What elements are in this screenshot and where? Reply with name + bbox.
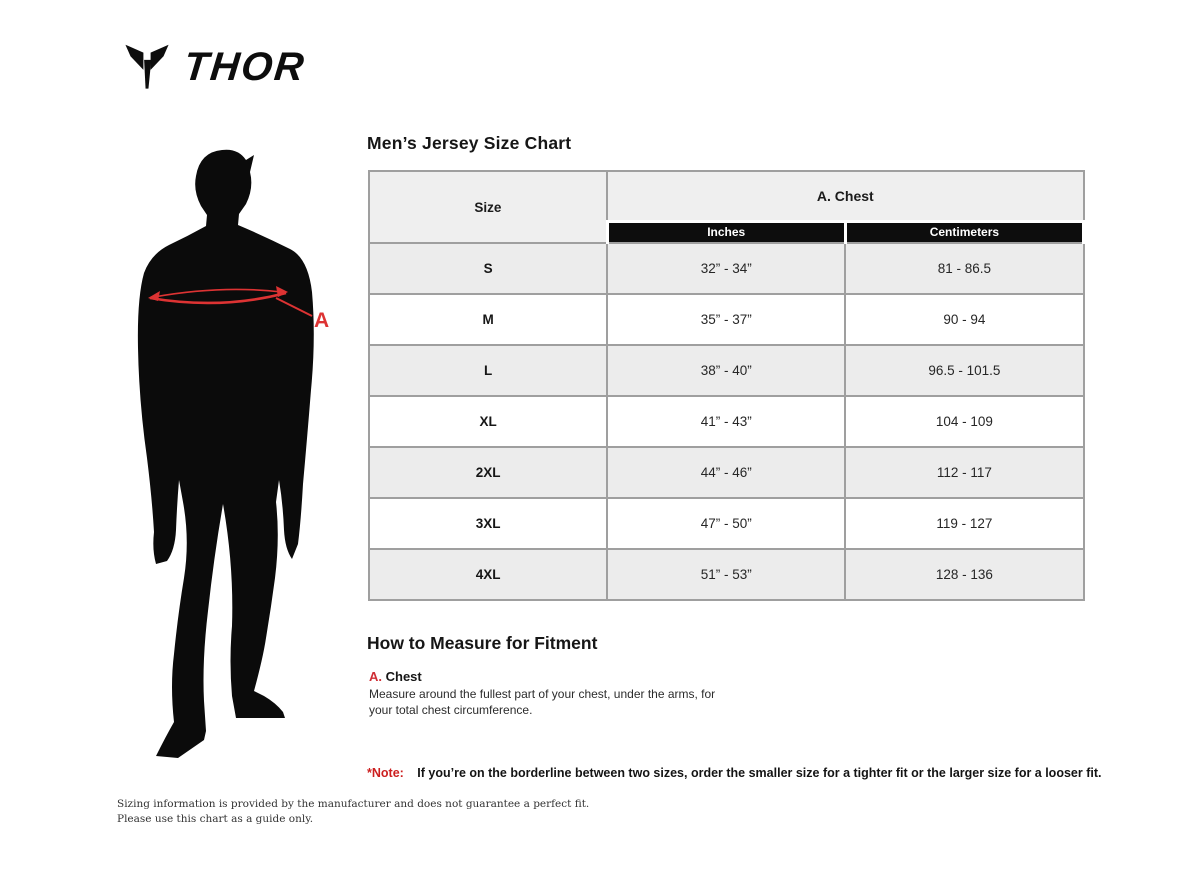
size-cell: L: [369, 345, 607, 396]
table-row: [369, 345, 1084, 396]
inches-cell: 47” - 50”: [607, 498, 845, 549]
brand-logo: [124, 44, 308, 90]
inches-cell: 41” - 43”: [607, 396, 845, 447]
chest-label-a: A: [314, 309, 330, 332]
table-row: [369, 549, 1084, 600]
inches-cell: 38” - 40”: [607, 345, 845, 396]
measure-item-description: Measure around the fullest part of your chest, under the arms, for your total chest circumference.: [369, 687, 716, 717]
centimeters-cell: 128 - 136: [845, 549, 1083, 600]
table-row: [369, 447, 1084, 498]
centimeters-cell: 96.5 - 101.5: [845, 345, 1083, 396]
col-header-inches: Inches: [607, 221, 845, 243]
inches-cell: 32” - 34”: [607, 243, 845, 294]
table-row: [369, 498, 1084, 549]
disclaimer-line2: Please use this chart as a guide only.: [117, 812, 314, 825]
size-table: [368, 170, 1085, 601]
table-row: [369, 294, 1084, 345]
size-cell: 4XL: [369, 549, 607, 600]
measure-section-title: How to Measure for Fitment: [367, 633, 598, 653]
measure-item-name: Chest: [385, 669, 422, 684]
size-cell: S: [369, 243, 607, 294]
disclaimer: [117, 797, 589, 826]
centimeters-cell: 119 - 127: [845, 498, 1083, 549]
body-measurement-figure: [126, 146, 342, 768]
table-row: [369, 396, 1084, 447]
sizing-note: [367, 766, 1101, 780]
thor-wings-icon: [124, 44, 170, 90]
centimeters-cell: 104 - 109: [845, 396, 1083, 447]
size-cell: XL: [369, 396, 607, 447]
centimeters-cell: 112 - 117: [845, 447, 1083, 498]
size-cell: 3XL: [369, 498, 607, 549]
centimeters-cell: 81 - 86.5: [845, 243, 1083, 294]
col-header-chest: A. Chest: [607, 171, 1083, 221]
inches-cell: 44” - 46”: [607, 447, 845, 498]
inches-cell: 51” - 53”: [607, 549, 845, 600]
inches-cell: 35” - 37”: [607, 294, 845, 345]
brand-wordmark: THOR: [181, 45, 308, 89]
size-cell: M: [369, 294, 607, 345]
table-row: [369, 243, 1084, 294]
disclaimer-line1: Sizing information is provided by the manufacturer and does not guarantee a perfect fit.: [117, 798, 590, 810]
measure-item-letter: A.: [369, 669, 382, 684]
size-cell: 2XL: [369, 447, 607, 498]
measure-item-chest: [369, 669, 422, 684]
chart-title: Men’s Jersey Size Chart: [367, 133, 572, 153]
centimeters-cell: 90 - 94: [845, 294, 1083, 345]
col-header-size: Size: [369, 171, 607, 243]
col-header-centimeters: Centimeters: [845, 221, 1083, 243]
male-silhouette: [138, 150, 314, 758]
note-text: If you’re on the borderline between two sizes, order the smaller size for a tighter fit or the larger size for a looser fit.: [417, 766, 1102, 780]
note-label: *Note:: [367, 766, 404, 780]
